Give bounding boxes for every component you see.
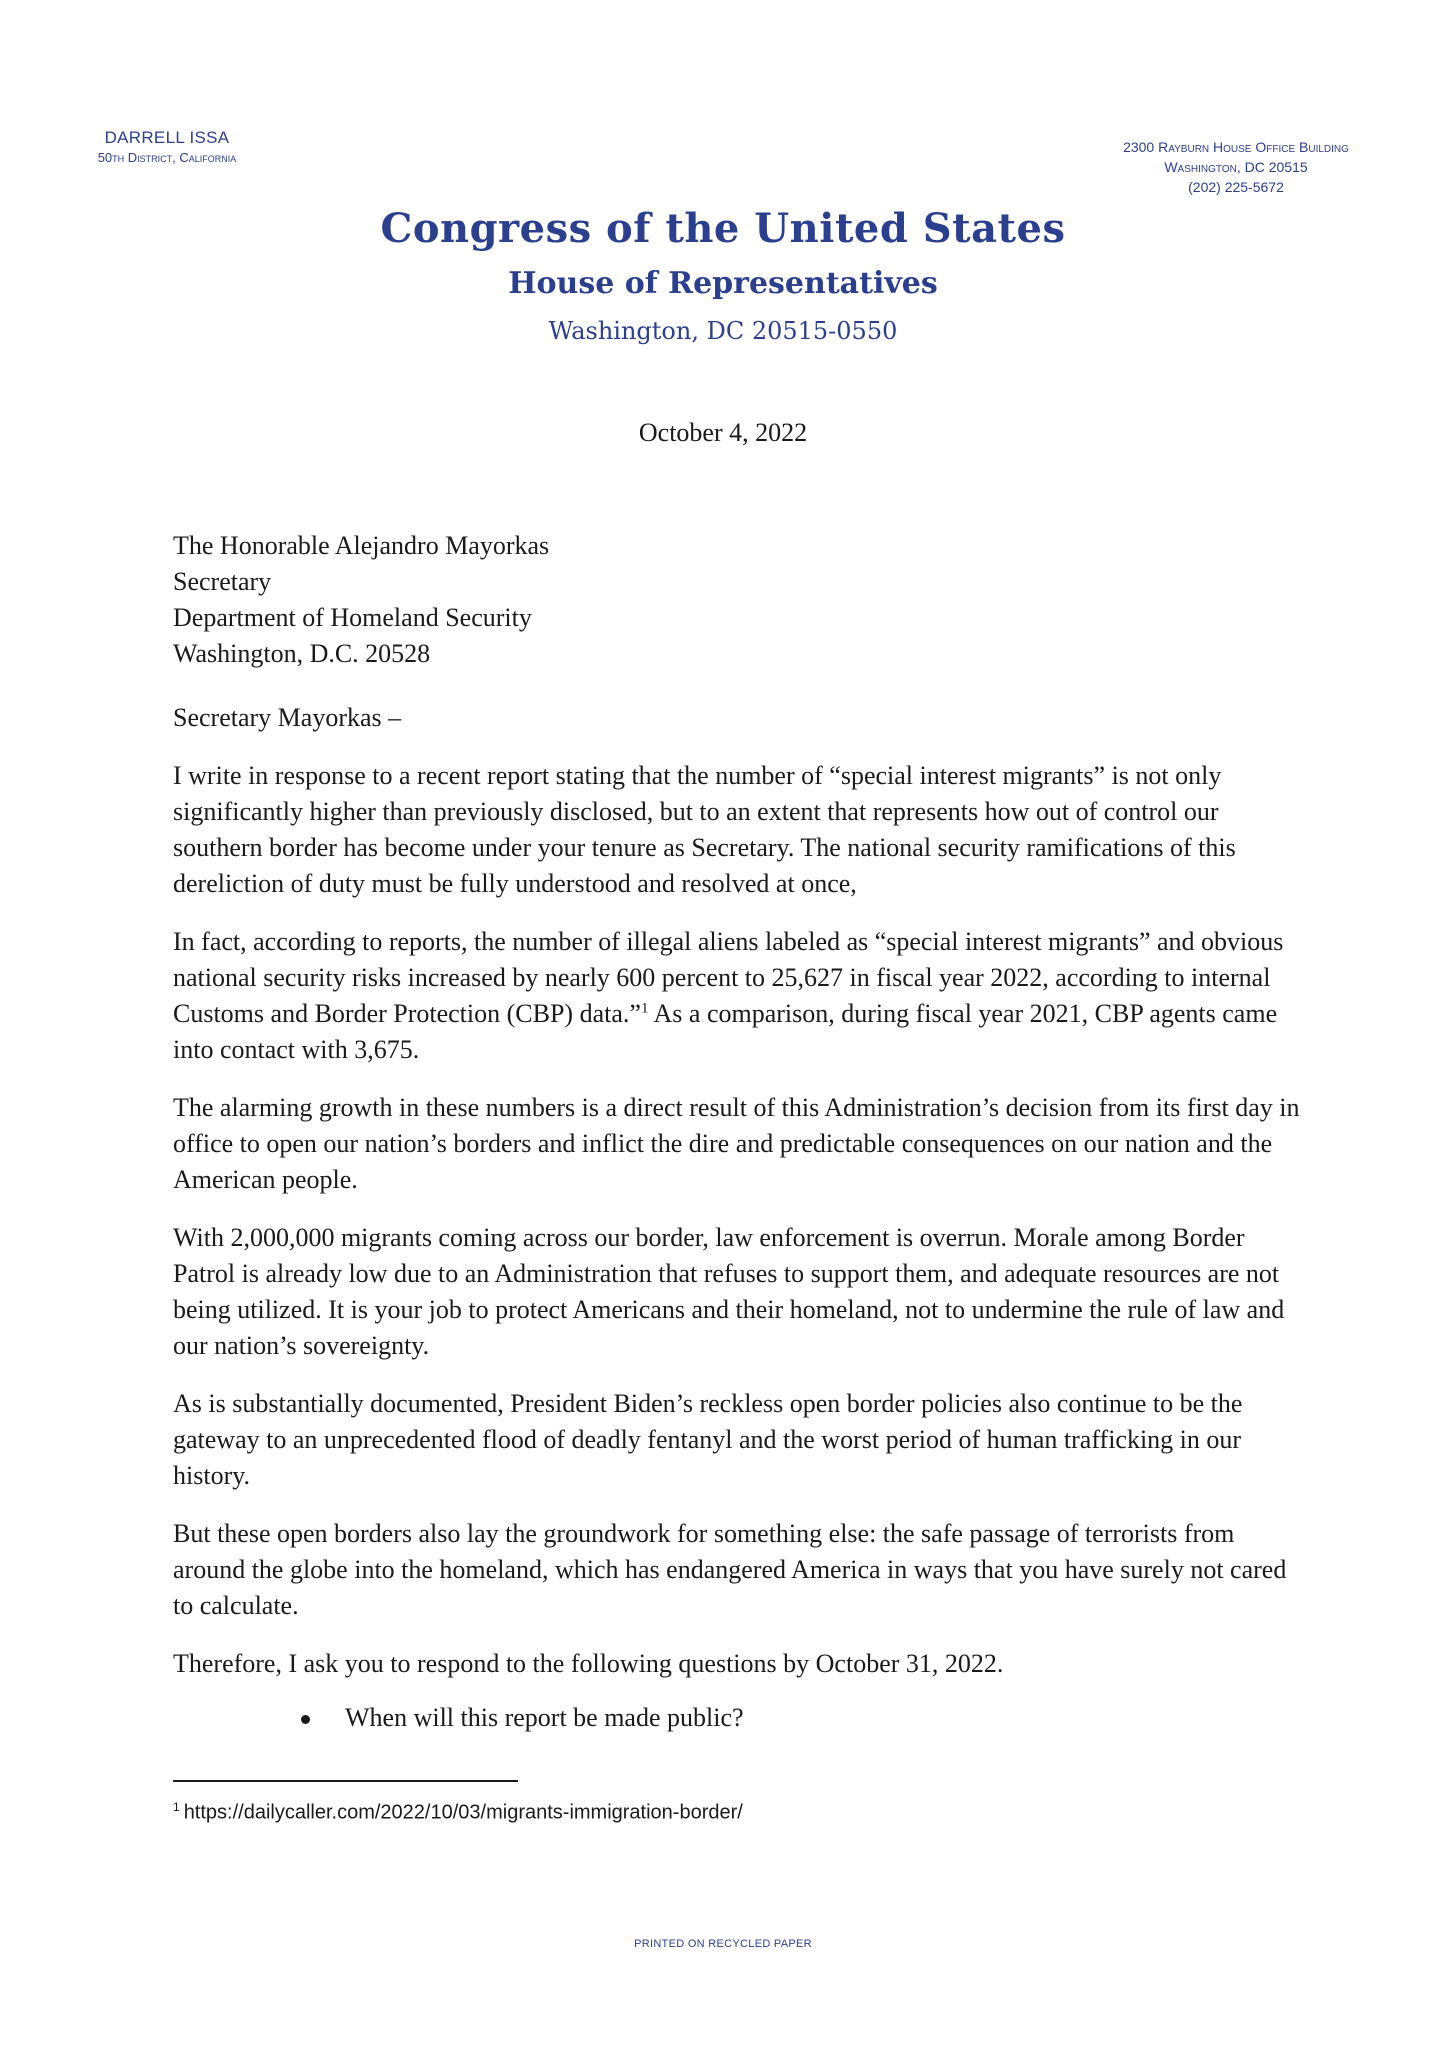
recycled-paper-notice: PRINTED ON RECYCLED PAPER [634,1938,812,1950]
paragraph: With 2,000,000 migrants coming across our border, law enforcement is overrun. Morale among Border Patrol is already low due to an Administration that refuses to support them, and adequate resources are not being utilized. It is your job to protect Americans and their homeland, not to undermine the rule of law and our nation’s sovereignty. [173,1223,1285,1360]
letterhead-member [62,128,272,165]
paragraph [173,924,1313,1068]
paragraph: The alarming growth in these numbers is a direct result of this Administration’s decision from its first day in office to open our nation’s borders and inflict the dire and predictable consequences on our nation and the American people. [173,1093,1300,1194]
address-line: Washington, D.C. 20528 [173,639,431,668]
address-line: Secretary [173,567,272,596]
masthead [0,205,1446,345]
footnote-link[interactable]: https://dailycaller.com/2022/10/03/migrants-immigration-border/ [183,1801,743,1824]
salutation: Secretary Mayorkas – [173,703,402,732]
masthead-house: House of Representatives [508,266,938,301]
footnote-number: 1 [173,1800,180,1814]
address-line: The Honorable Alejandro Mayorkas [173,531,550,560]
member-name: DARRELL ISSA [104,128,230,147]
bullet-icon [301,1715,310,1724]
office-address-line2: Washington, DC 20515 [1164,159,1308,175]
paragraph-text: In fact, according to reports, the number of illegal aliens labeled as “special interest migrants” and obvious national security risks increased by nearly 600 percent to 25,627 in fiscal year 2022, according to internal Customs and Border Protection (CBP) data.” [173,927,1284,1028]
office-address-line1: 2300 Rayburn House Office Building [1123,139,1349,155]
footnote [173,1800,743,1825]
question-list [173,1700,1313,1736]
paragraph-text: As a comparison, during fiscal year 2021, CBP agents came into contact with 3,675. [173,999,1278,1064]
letterhead-office [1086,137,1386,197]
footnote-ref: 1 [640,1000,649,1017]
address-line: Department of Homeland Security [173,603,532,632]
office-phone: (202) 225-5672 [1188,179,1284,195]
footnote-divider [173,1780,518,1782]
letter-body [173,528,1313,1736]
letter-date: October 4, 2022 [638,418,808,447]
paragraph: As is substantially documented, President Biden’s reckless open border policies also continue to be the gateway to an unprecedented flood of deadly fentanyl and the worst period of human trafficking in our history. [173,1389,1243,1490]
paragraph: Therefore, I ask you to respond to the following questions by October 31, 2022. [173,1649,1004,1678]
list-item [345,1700,1313,1736]
paragraph: But these open borders also lay the groundwork for something else: the safe passage of terrorists from around the globe into the homeland, which has endangered America in ways that you have surely not cared to calculate. [173,1519,1287,1620]
question-text: When will this report be made public? [345,1703,744,1732]
masthead-congress: Congress of the United States [380,205,1066,252]
paragraph: I write in response to a recent report stating that the number of “special interest migrants” is not only significantly higher than previously disclosed, but to an extent that represents how out of control our southern border has become under your tenure as Secretary. The national security ramifications of this dereliction of duty must be fully understood and resolved at once, [173,761,1236,898]
member-district: 50th District, California [97,150,237,165]
masthead-city: Washington, DC 20515-0550 [548,317,898,345]
recipient-address [173,528,1313,672]
